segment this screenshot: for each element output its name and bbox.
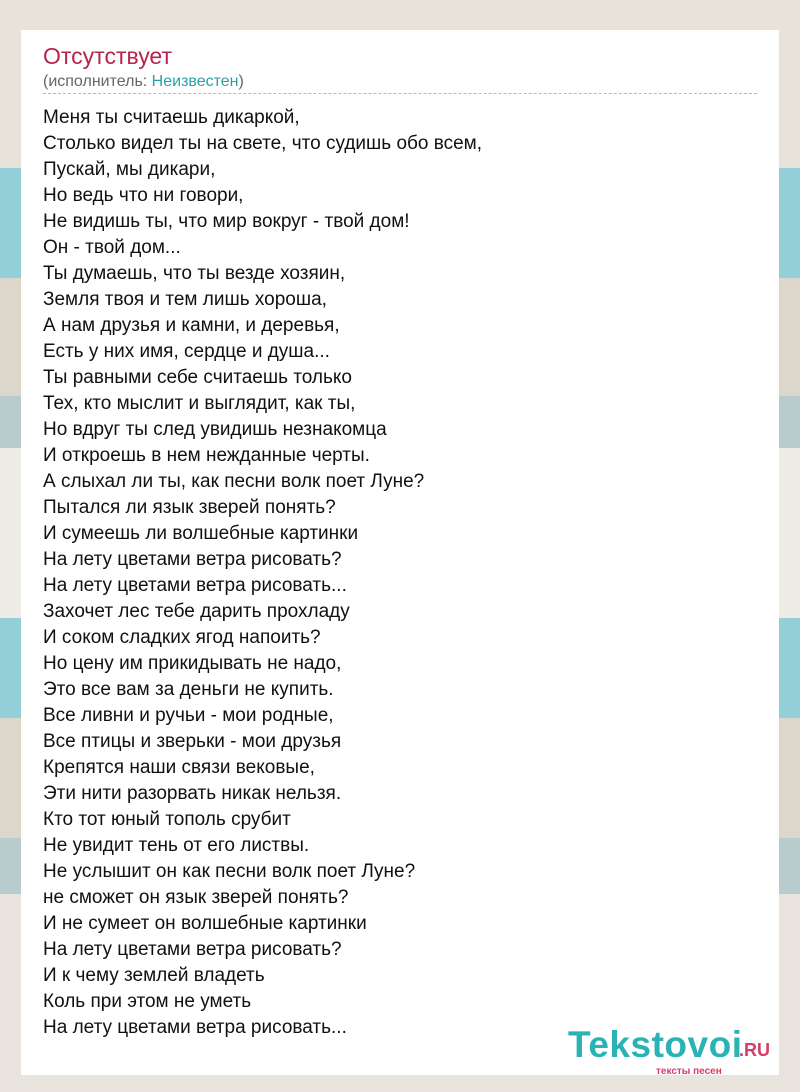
lyric-line: Не услышит он как песни волк поет Луне? (43, 861, 416, 882)
lyric-line: Он - твой дом... (43, 237, 181, 258)
divider (43, 93, 757, 94)
lyric-line: И не сумеет он волшебные картинки (43, 913, 367, 934)
lyric-line: Но цену им прикидывать не надо, (43, 653, 342, 674)
lyric-line: Захочет лес тебе дарить прохладу (43, 601, 350, 622)
lyric-line: Коль при этом не уметь (43, 991, 252, 1012)
lyric-line: Все ливни и ручьи - мои родные, (43, 705, 334, 726)
lyric-line: Не увидит тень от его листвы. (43, 835, 310, 856)
logo-name: Tekstovoi (568, 1024, 743, 1065)
lyric-line: Есть у них имя, сердце и душа... (43, 341, 330, 362)
lyric-line: И соком сладких ягод напоить? (43, 627, 321, 648)
lyric-line: На лету цветами ветра рисовать... (43, 1017, 347, 1038)
logo-tld: .RU (739, 1040, 770, 1060)
lyric-line: Все птицы и зверьки - мои друзья (43, 731, 342, 752)
lyric-line: На лету цветами ветра рисовать? (43, 939, 342, 960)
lyrics-text (43, 105, 482, 1041)
lyric-line: А слыхал ли ты, как песни волк поет Луне? (43, 471, 425, 492)
lyric-line: Ты думаешь, что ты везде хозяин, (43, 263, 346, 284)
artist-prefix: (исполнитель: (43, 73, 152, 90)
lyric-line: И к чему землей владеть (43, 965, 265, 986)
artist-suffix: ) (238, 73, 244, 90)
song-title: Отсутствует (43, 43, 172, 69)
lyric-line: Крепятся наши связи вековые, (43, 757, 315, 778)
artist-line (43, 73, 244, 91)
lyric-line: А нам друзья и камни, и деревья, (43, 315, 340, 336)
lyric-line: Это все вам за деньги не купить. (43, 679, 334, 700)
lyric-line: Ты равными себе считаешь только (43, 367, 352, 388)
lyric-line: На лету цветами ветра рисовать... (43, 575, 347, 596)
lyric-line: Тех, кто мыслит и выглядит, как ты, (43, 393, 356, 414)
artist-link[interactable]: Неизвестен (151, 73, 239, 90)
lyric-line: не сможет он язык зверей понять? (43, 887, 349, 908)
lyric-line: Эти нити разорвать никак нельзя. (43, 783, 342, 804)
lyric-line: Земля твоя и тем лишь хороша, (43, 289, 327, 310)
lyric-line: И сумеешь ли волшебные картинки (43, 523, 359, 544)
lyric-line: Но ведь что ни говори, (43, 185, 244, 206)
logo-tagline: тексты песен (656, 1066, 722, 1077)
lyric-line: Меня ты считаешь дикаркой, (43, 107, 300, 128)
lyric-line: Пытался ли язык зверей понять? (43, 497, 336, 518)
lyric-line: Но вдруг ты след увидишь незнакомца (43, 419, 387, 440)
site-logo[interactable] (568, 1020, 778, 1080)
lyric-line: На лету цветами ветра рисовать? (43, 549, 342, 570)
lyric-line: И откроешь в нем нежданные черты. (43, 445, 370, 466)
lyric-line: Столько видел ты на свете, что судишь обо всем, (43, 133, 483, 154)
lyric-line: Пускай, мы дикари, (43, 159, 216, 180)
lyric-line: Не видишь ты, что мир вокруг - твой дом! (43, 211, 410, 232)
lyric-line: Кто тот юный тополь срубит (43, 809, 291, 830)
